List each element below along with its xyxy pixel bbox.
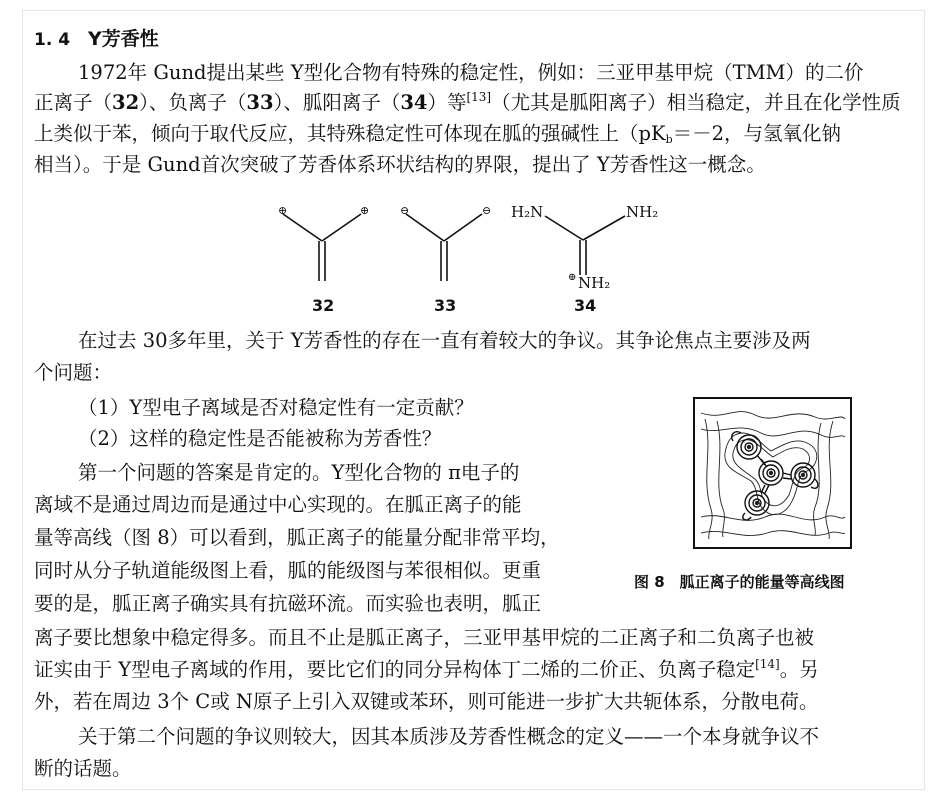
minus-charge-icon: ⊖ (400, 204, 410, 217)
paragraph1-line1 (78, 60, 901, 86)
p3l4-text: 同时从分子轨道能级图上看，胍的能级图与苯很相似。更重 (34, 559, 542, 582)
paragraph1-line2 (34, 90, 901, 116)
compound-ref-33: 33 (246, 91, 274, 114)
compound-ref-34: 34 (400, 91, 428, 114)
paragraph1-line3 (34, 121, 841, 147)
paragraph4-line1 (78, 724, 901, 750)
paragraph3-line6 (34, 625, 901, 651)
p3l5-text: 要的是，胍正离子确实具有抗磁环流。而实验也表明，胍正 (34, 592, 542, 615)
paragraph3-line1 (78, 460, 590, 486)
p3l7-post: 。另 (779, 658, 819, 681)
question-1: （1）Y型电子离域是否对稳定性有一定贡献？ (78, 396, 474, 419)
p1l2-post: （尤其是胍阳离子）相当稳定，并且在化学性质 (491, 91, 901, 114)
paragraph1-line4 (34, 152, 766, 178)
paragraph3-line5 (34, 591, 590, 617)
p1l2-pre: 正离子（ (34, 91, 113, 114)
paragraph2-line1 (78, 328, 901, 354)
p3l1-text: 第一个问题的答案是肯定的。Y型化合物的 π电子的 (78, 461, 520, 484)
plus-charge-icon: ⊕ (278, 204, 288, 217)
figure-8-caption: 图 8 胍正离子的能量等高线图 (634, 573, 845, 591)
nh2-right-label: NH₂ (626, 203, 659, 221)
p1l3-pre: 上类似于苯，倾向于取代反应，其特殊稳定性可体现在胍的强碱性上（pK (34, 122, 666, 145)
paragraph1-line1-text: 1972年 Gund提出某些 Y型化合物有特殊的稳定性，例如：三亚甲基甲烷（TMM）的二价 (78, 61, 864, 84)
section-title: Y芳香性 (88, 28, 159, 50)
p3l3-text: 量等高线（图 8）可以看到，胍正离子的能量分配非常平均， (34, 526, 560, 549)
p3l2-text: 离域不是通过周边而是通过中心实现的。在胍正离子的能 (34, 493, 522, 516)
paragraph2-line2 (34, 360, 112, 386)
contour-plot-image (695, 399, 850, 547)
p4l1-text: 关于第二个问题的争议则较大，因其本质涉及芳香性概念的定义——一个本身就争议不 (78, 725, 820, 748)
p2l2-text: 个问题： (34, 361, 113, 384)
nh2-bottom-label: NH₂ (578, 274, 611, 292)
compound-ref-32: 32 (112, 91, 140, 114)
question-2: （2）这样的稳定性是否能被称为芳香性？ (78, 427, 442, 450)
section-heading (34, 26, 159, 53)
plus-charge-icon: ⊕ (568, 272, 577, 283)
figure-8-contour-plot (693, 397, 852, 549)
p3l7-pre: 证实由于 Y型电子离域的作用，要比它们的同分异构体丁二烯的二价正、负离子稳定 (34, 658, 756, 681)
pkb-subscript: b (665, 133, 673, 146)
citation-14[interactable]: [14] (755, 657, 780, 671)
citation-13[interactable]: [13] (466, 90, 492, 104)
paragraph3-line2 (34, 492, 590, 518)
nh2-left-label: H₂N (511, 203, 544, 221)
p4l2-text: 断的话题。 (34, 757, 132, 780)
structure-label-33: 33 (434, 296, 457, 315)
p1l2-mid3: ）等 (427, 91, 467, 114)
paragraph3-line3 (34, 525, 590, 551)
p2l1-text: 在过去 30多年里，关于 Y芳香性的存在一直有着较大的争议。其争论焦点主要涉及两 (78, 329, 811, 352)
structure-label-34: 34 (574, 296, 597, 315)
paragraph4-line2 (34, 756, 132, 782)
paragraph3-line7 (34, 657, 819, 683)
p3l6-text: 离子要比想象中稳定得多。而且不止是胍正离子，三亚甲基甲烷的二正离子和二负离子也被 (34, 626, 815, 649)
minus-charge-icon: ⊖ (482, 204, 492, 217)
p1l2-mid1: ）、负离子（ (139, 91, 247, 114)
p1l4-text: 相当）。于是 Gund首次突破了芳香体系环状结构的界限，提出了 Y芳香性这一概念。 (34, 153, 766, 176)
paragraph3-line4 (34, 558, 590, 584)
section-number: 1. 4 (34, 30, 71, 50)
p1l2-mid2: ）、胍阳离子（ (273, 91, 401, 114)
p3l8-text: 外，若在周边 3个 C或 N原子上引入双键或苯环，则可能进一步扩大共轭体系，分散电荷。 (34, 690, 819, 713)
plus-charge-icon: ⊕ (360, 204, 370, 217)
structure-label-32: 32 (312, 296, 335, 315)
p1l3-post: ＝－2，与氢氧化钠 (672, 122, 842, 145)
paragraph3-line8 (34, 689, 819, 715)
